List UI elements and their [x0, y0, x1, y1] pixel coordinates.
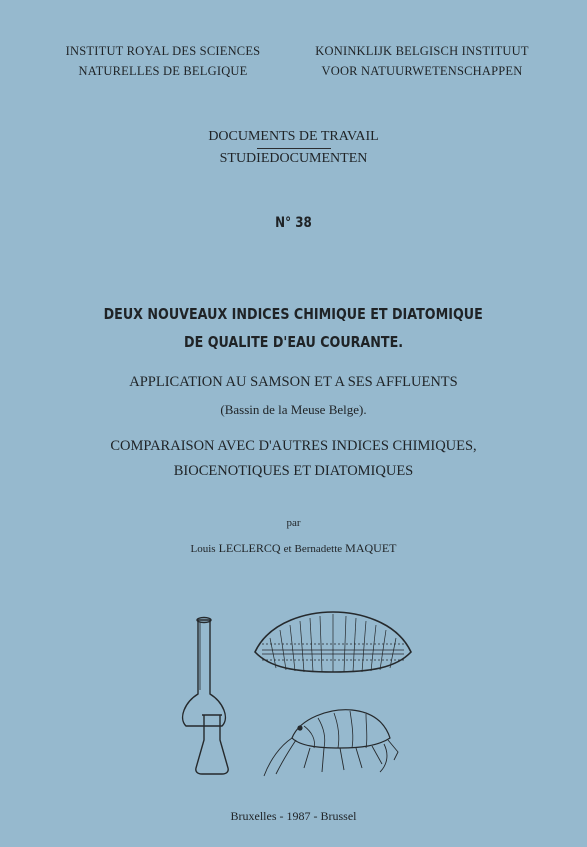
subtitle-line-2: (Bassin de la Meuse Belge).: [220, 402, 367, 417]
institute-nl-line-2: VOOR NATUURWETENSCHAPPEN: [321, 64, 523, 78]
document-number: N° 38: [275, 215, 312, 231]
series-title-nl: STUDIEDOCUMENTEN: [219, 151, 368, 166]
author-2-given: Bernadette: [294, 543, 343, 555]
author-conjunction: et: [283, 543, 292, 555]
subtitle-line-4: BIOCENOTIQUES ET DIATOMIQUES: [173, 463, 414, 479]
subtitle-line-1: APPLICATION AU SAMSON ET A SES AFFLUENTS: [129, 374, 458, 390]
amphipod-icon: [264, 710, 398, 776]
title-line-2: DE QUALITE D'EAU COURANTE.: [183, 333, 404, 351]
flask-icon: [183, 618, 226, 727]
author-1-family: LECLERCQ: [218, 541, 281, 555]
author-1-given: Louis: [190, 543, 216, 555]
by-label: par: [286, 517, 301, 529]
institute-nl-line-1: KONINKLIJK BELGISCH INSTITUUT: [315, 44, 529, 58]
series-title-fr: DOCUMENTS DE TRAVAIL: [208, 129, 379, 144]
title-line-1: DEUX NOUVEAUX INDICES CHIMIQUE ET DIATOMIQUE: [103, 305, 484, 323]
subtitle-line-3: COMPARAISON AVEC D'AUTRES INDICES CHIMIQUES,: [110, 438, 477, 454]
author-2-family: MAQUET: [345, 541, 397, 555]
diatom-icon: [255, 612, 411, 672]
institute-fr-line-1: INSTITUT ROYAL DES SCIENCES: [65, 44, 261, 58]
institute-fr-line-2: NATURELLES DE BELGIQUE: [78, 64, 248, 78]
publication-place-date: Bruxelles - 1987 - Brussel: [230, 809, 357, 823]
